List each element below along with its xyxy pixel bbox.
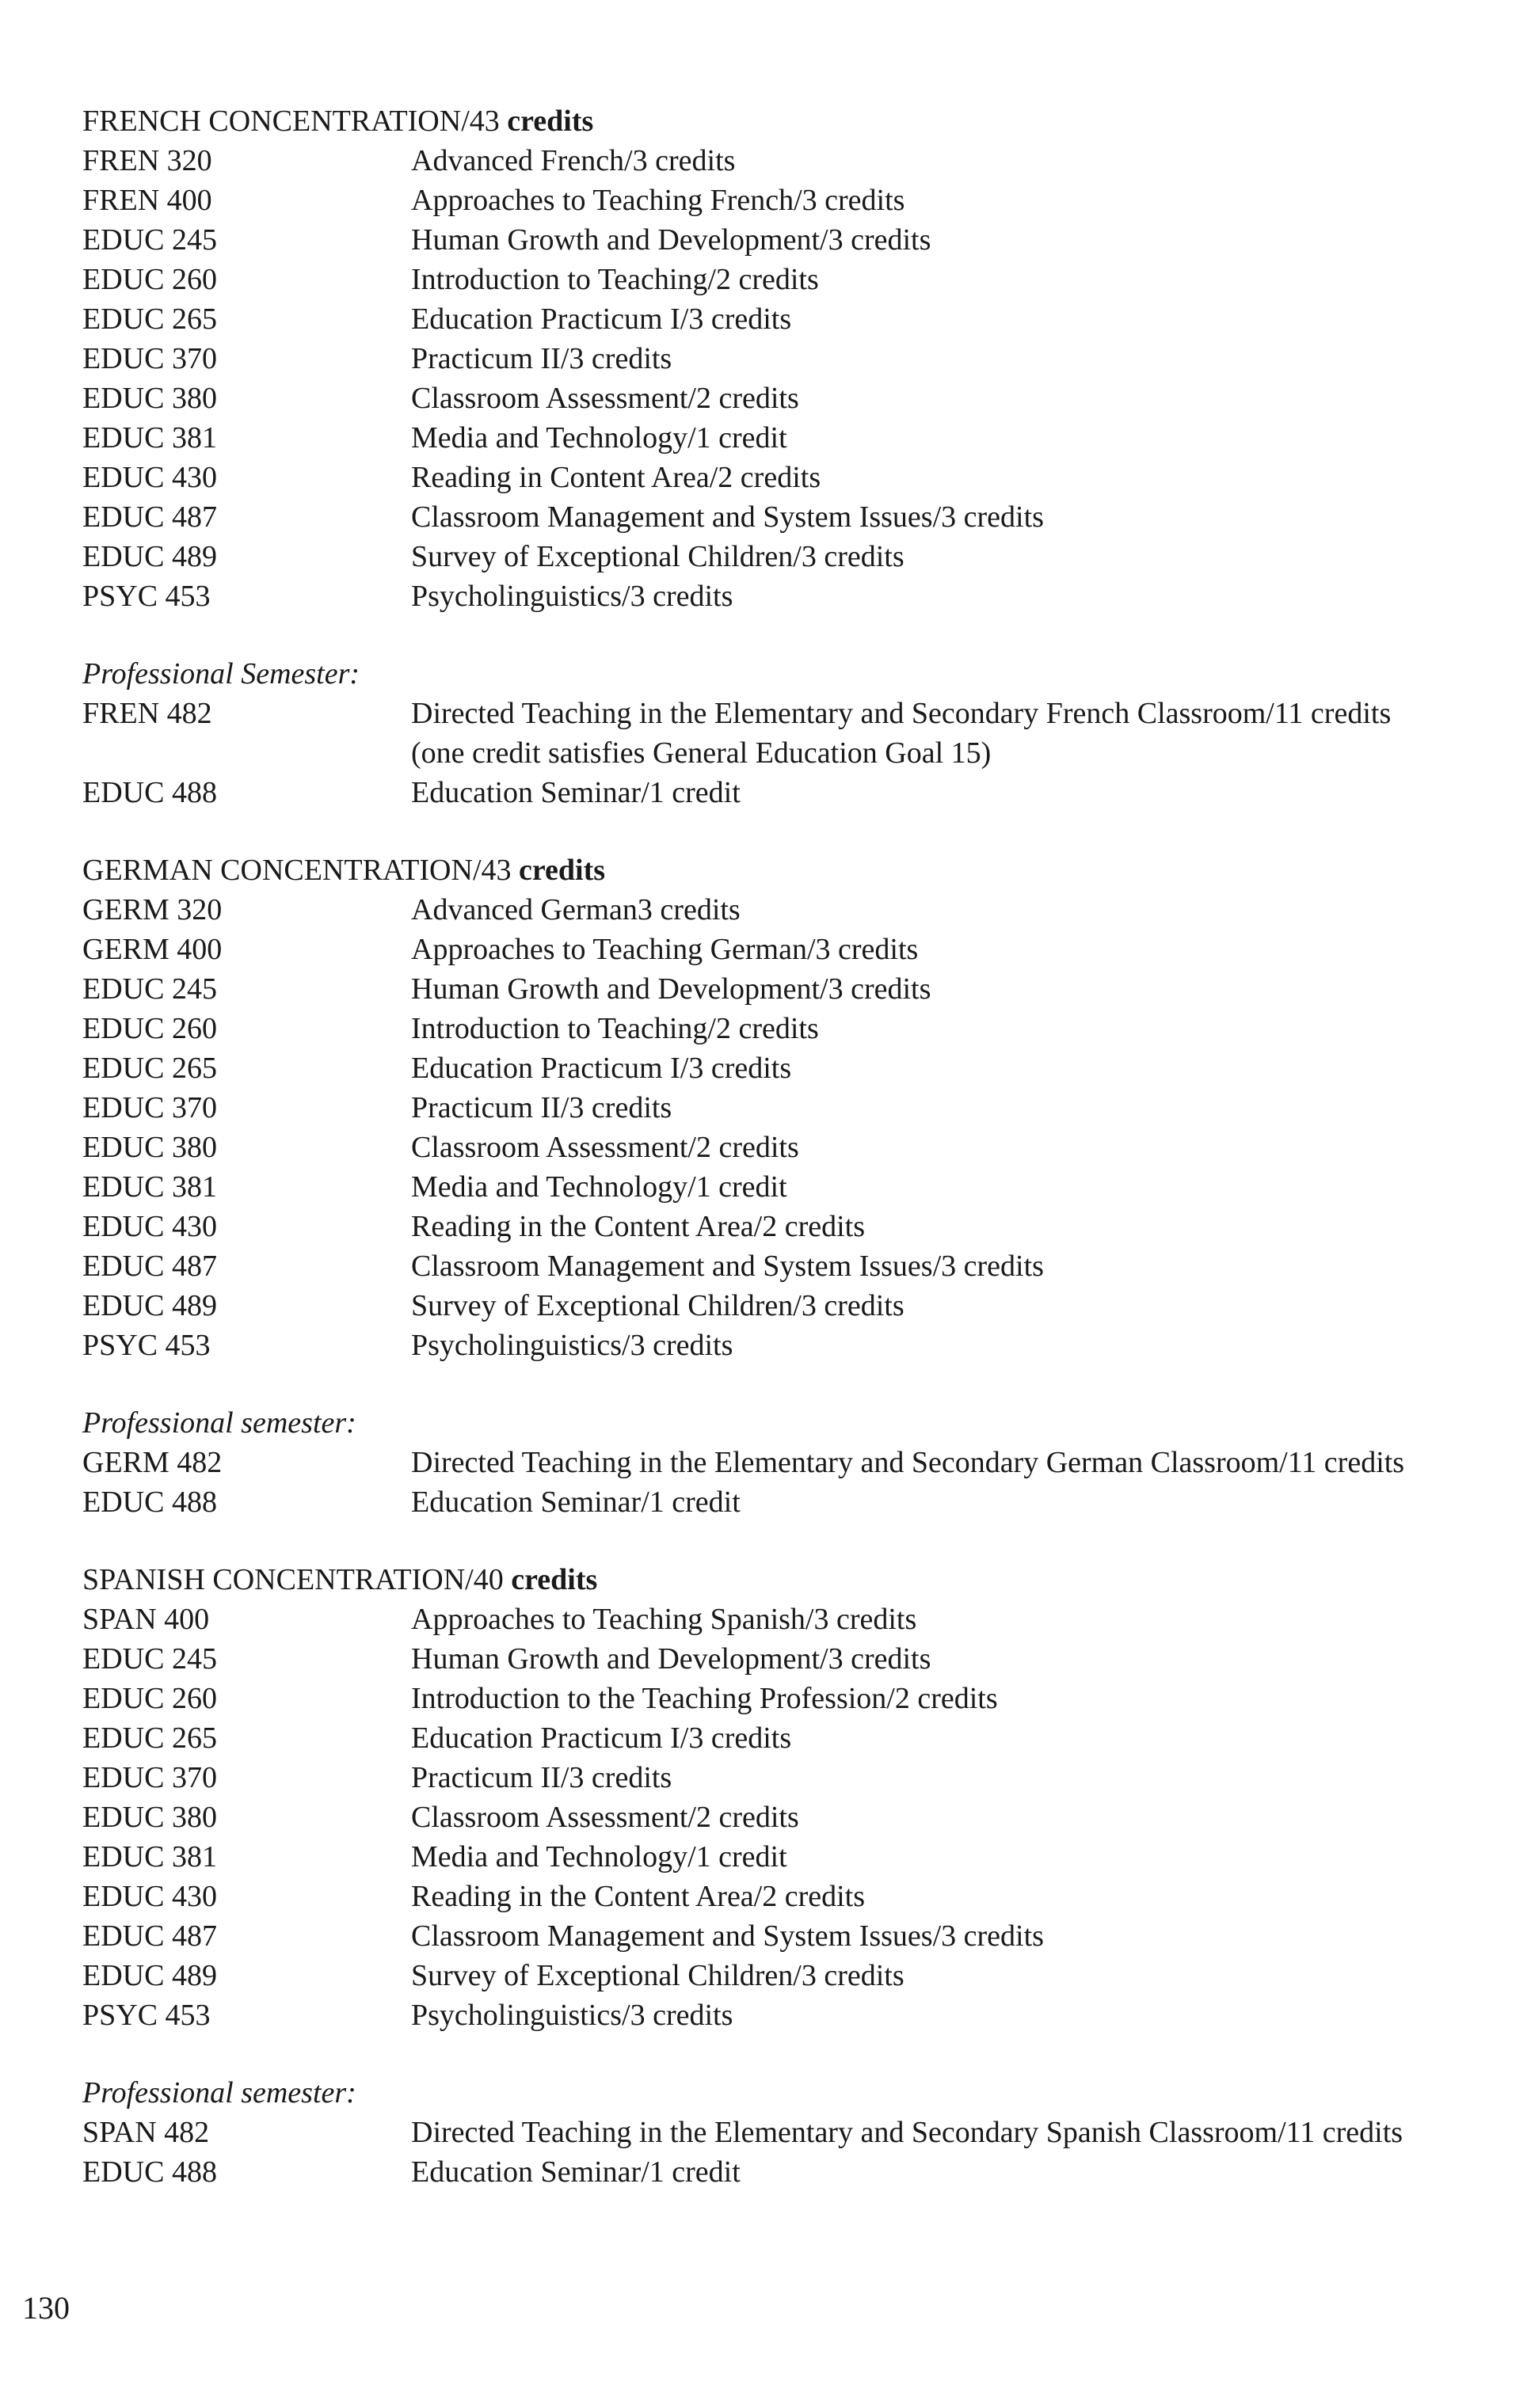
course-code: PSYC 453 bbox=[82, 1999, 211, 2032]
course-code: EDUC 489 bbox=[82, 1289, 217, 1322]
professional-semester-label: Professional Semester: bbox=[82, 657, 360, 690]
course-row bbox=[82, 1797, 1492, 1837]
course-description: Education Practicum I/3 credits bbox=[411, 302, 792, 336]
course-row bbox=[82, 890, 1492, 930]
course-description: Education Seminar/1 credit bbox=[411, 776, 741, 809]
course-code: EDUC 487 bbox=[82, 1250, 217, 1283]
course-row bbox=[82, 1916, 1492, 1956]
course-code: EDUC 488 bbox=[82, 776, 217, 809]
course-row bbox=[82, 299, 1492, 339]
course-description: Classroom Assessment/2 credits bbox=[411, 1131, 799, 1164]
course-row bbox=[82, 1758, 1492, 1797]
section-title-credits: credits bbox=[511, 1563, 598, 1596]
course-description: Reading in Content Area/2 credits bbox=[411, 461, 821, 494]
course-description: Education Practicum I/3 credits bbox=[411, 1052, 792, 1085]
course-description: Advanced French/3 credits bbox=[411, 144, 736, 177]
course-code: EDUC 380 bbox=[82, 382, 217, 415]
course-row bbox=[82, 1995, 1492, 2035]
course-row bbox=[82, 181, 1492, 220]
course-code: FREN 400 bbox=[82, 184, 212, 217]
course-code: EDUC 381 bbox=[82, 1170, 217, 1204]
course-row bbox=[82, 537, 1492, 576]
course-code: FREN 482 bbox=[82, 697, 212, 730]
course-code: EDUC 380 bbox=[82, 1801, 217, 1834]
course-code: EDUC 265 bbox=[82, 1052, 217, 1085]
course-row bbox=[82, 1088, 1492, 1128]
course-description: Education Practicum I/3 credits bbox=[411, 1721, 792, 1755]
course-row bbox=[82, 1167, 1492, 1207]
course-row bbox=[82, 2152, 1492, 2192]
course-row bbox=[82, 1482, 1492, 1522]
course-description: Psycholinguistics/3 credits bbox=[411, 1329, 733, 1362]
course-description: Psycholinguistics/3 credits bbox=[411, 580, 733, 613]
course-description bbox=[411, 694, 1492, 773]
course-row bbox=[82, 1128, 1492, 1167]
course-description: Practicum II/3 credits bbox=[411, 342, 672, 375]
course-description: Advanced German3 credits bbox=[411, 893, 741, 926]
course-row bbox=[82, 694, 1492, 773]
course-code: GERM 400 bbox=[82, 933, 223, 966]
section-title bbox=[82, 1560, 1492, 1600]
course-description: Education Seminar/1 credit bbox=[411, 2155, 741, 2189]
section-title-main: SPANISH CONCENTRATION/40 bbox=[82, 1563, 504, 1596]
course-row bbox=[82, 339, 1492, 379]
course-description: Media and Technology/1 credit bbox=[411, 1170, 787, 1204]
course-note: (one credit satisfies General Education Goal 15) bbox=[411, 736, 992, 770]
course-code: SPAN 400 bbox=[82, 1603, 210, 1636]
course-description: Psycholinguistics/3 credits bbox=[411, 1999, 733, 2032]
course-code: EDUC 265 bbox=[82, 302, 217, 336]
course-code: EDUC 488 bbox=[82, 1486, 217, 1519]
course-row bbox=[82, 1718, 1492, 1758]
course-description: Human Growth and Development/3 credits bbox=[411, 1642, 931, 1676]
course-code: EDUC 265 bbox=[82, 1721, 217, 1755]
course-row bbox=[82, 930, 1492, 969]
course-code: EDUC 380 bbox=[82, 1131, 217, 1164]
course-description: Directed Teaching in the Elementary and Secondary German Classroom/11 credits bbox=[411, 1446, 1405, 1479]
course-code: EDUC 489 bbox=[82, 1959, 217, 1992]
course-row bbox=[82, 1639, 1492, 1679]
course-code: EDUC 245 bbox=[82, 223, 217, 257]
page-number: 130 bbox=[22, 2290, 70, 2326]
course-row bbox=[82, 379, 1492, 418]
course-row bbox=[82, 497, 1492, 537]
course-row bbox=[82, 2113, 1492, 2152]
catalog-page bbox=[82, 101, 1492, 2192]
course-code: EDUC 381 bbox=[82, 1840, 217, 1874]
course-description: Practicum II/3 credits bbox=[411, 1761, 672, 1794]
course-description: Classroom Assessment/2 credits bbox=[411, 382, 799, 415]
course-row bbox=[82, 1837, 1492, 1877]
course-description: Media and Technology/1 credit bbox=[411, 421, 787, 455]
course-description: Classroom Management and System Issues/3 credits bbox=[411, 500, 1044, 534]
course-row bbox=[82, 1207, 1492, 1246]
course-code: EDUC 245 bbox=[82, 1642, 217, 1676]
course-description: Approaches to Teaching French/3 credits bbox=[411, 184, 905, 217]
course-code: EDUC 488 bbox=[82, 2155, 217, 2189]
course-row bbox=[82, 1443, 1492, 1482]
course-description: Introduction to Teaching/2 credits bbox=[411, 1012, 819, 1045]
course-row bbox=[82, 141, 1492, 181]
section-title bbox=[82, 101, 1492, 141]
course-code: GERM 320 bbox=[82, 893, 223, 926]
course-row bbox=[82, 1246, 1492, 1286]
course-description: Reading in the Content Area/2 credits bbox=[411, 1210, 866, 1243]
professional-semester-label: Professional semester: bbox=[82, 2076, 356, 2109]
course-description: Reading in the Content Area/2 credits bbox=[411, 1880, 866, 1913]
course-description: Introduction to Teaching/2 credits bbox=[411, 263, 819, 296]
course-description: Education Seminar/1 credit bbox=[411, 1486, 741, 1519]
course-code: EDUC 370 bbox=[82, 1091, 217, 1124]
course-description: Survey of Exceptional Children/3 credits bbox=[411, 1289, 905, 1322]
course-description: Survey of Exceptional Children/3 credits bbox=[411, 1959, 905, 1992]
section-title-main: FRENCH CONCENTRATION/43 bbox=[82, 105, 500, 138]
course-row bbox=[82, 1877, 1492, 1916]
course-code: EDUC 487 bbox=[82, 1919, 217, 1953]
course-description: Classroom Management and System Issues/3 credits bbox=[411, 1250, 1044, 1283]
french-concentration-section bbox=[82, 101, 1492, 812]
course-code: EDUC 381 bbox=[82, 421, 217, 455]
course-row bbox=[82, 1956, 1492, 1995]
course-code: EDUC 370 bbox=[82, 342, 217, 375]
course-code: EDUC 260 bbox=[82, 1012, 217, 1045]
course-code: SPAN 482 bbox=[82, 2116, 210, 2149]
course-description: Human Growth and Development/3 credits bbox=[411, 223, 931, 257]
course-description: Media and Technology/1 credit bbox=[411, 1840, 787, 1874]
course-description: Human Growth and Development/3 credits bbox=[411, 972, 931, 1006]
course-code: GERM 482 bbox=[82, 1446, 223, 1479]
section-title-credits: credits bbox=[507, 105, 594, 138]
course-row bbox=[82, 1679, 1492, 1718]
course-description: Practicum II/3 credits bbox=[411, 1091, 672, 1124]
course-code: PSYC 453 bbox=[82, 1329, 211, 1362]
course-description: Introduction to the Teaching Profession/2 credits bbox=[411, 1682, 998, 1715]
course-row bbox=[82, 1009, 1492, 1048]
course-row bbox=[82, 1326, 1492, 1365]
section-title-credits: credits bbox=[519, 854, 606, 887]
course-row bbox=[82, 418, 1492, 458]
course-code: EDUC 430 bbox=[82, 1210, 217, 1243]
course-code: EDUC 430 bbox=[82, 1880, 217, 1913]
course-description: Approaches to Teaching Spanish/3 credits bbox=[411, 1603, 917, 1636]
course-row bbox=[82, 1286, 1492, 1326]
course-code: EDUC 260 bbox=[82, 1682, 217, 1715]
course-code: EDUC 245 bbox=[82, 972, 217, 1006]
spanish-concentration-section bbox=[82, 1560, 1492, 2192]
section-title-main: GERMAN CONCENTRATION/43 bbox=[82, 854, 512, 887]
course-row bbox=[82, 969, 1492, 1009]
course-code: EDUC 260 bbox=[82, 263, 217, 296]
course-row bbox=[82, 1600, 1492, 1639]
course-code: EDUC 370 bbox=[82, 1761, 217, 1794]
course-row bbox=[82, 1048, 1492, 1088]
course-code: EDUC 489 bbox=[82, 540, 217, 573]
course-description: Approaches to Teaching German/3 credits bbox=[411, 933, 919, 966]
course-code: EDUC 430 bbox=[82, 461, 217, 494]
course-code: EDUC 487 bbox=[82, 500, 217, 534]
course-description: Classroom Management and System Issues/3 credits bbox=[411, 1919, 1044, 1953]
course-code: FREN 320 bbox=[82, 144, 212, 177]
course-row bbox=[82, 458, 1492, 497]
course-code: PSYC 453 bbox=[82, 580, 211, 613]
course-description: Directed Teaching in the Elementary and Secondary Spanish Classroom/11 credits bbox=[411, 2116, 1403, 2149]
course-row bbox=[82, 576, 1492, 616]
course-description-text: Directed Teaching in the Elementary and Secondary French Classroom/11 credits bbox=[411, 697, 1392, 730]
course-row bbox=[82, 260, 1492, 299]
course-row bbox=[82, 773, 1492, 812]
section-title bbox=[82, 850, 1492, 890]
course-row bbox=[82, 220, 1492, 260]
german-concentration-section bbox=[82, 850, 1492, 1522]
course-description: Survey of Exceptional Children/3 credits bbox=[411, 540, 905, 573]
course-description: Classroom Assessment/2 credits bbox=[411, 1801, 799, 1834]
professional-semester-label: Professional semester: bbox=[82, 1406, 356, 1440]
